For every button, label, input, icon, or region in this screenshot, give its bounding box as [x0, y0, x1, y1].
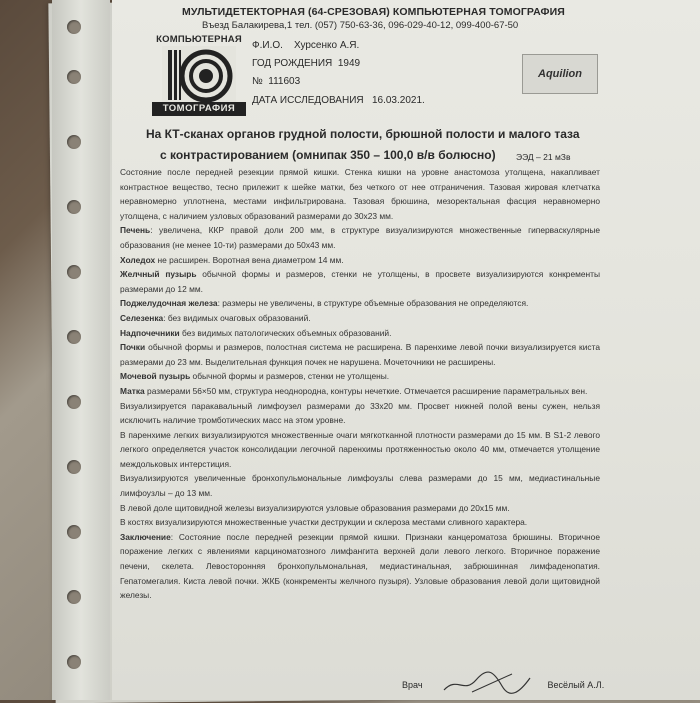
- punch-hole: [67, 265, 81, 279]
- paragraph: В костях визуализируются множественные участки деструкции и склероза местами сливного характера.: [120, 517, 528, 528]
- record-number-row: [252, 76, 300, 87]
- patient-name-row: [252, 40, 359, 51]
- record-number: 111603: [268, 76, 301, 87]
- institution-address: Въезд Балакирева,1 тел. (057) 750-63-36, 096-029-40-12, 099-400-67-50: [202, 20, 519, 31]
- report-page: [112, 0, 700, 700]
- paragraph: Матка размерами 56×50 мм, структура неоднородна, контуры нечеткие. Отмечается расширение параметральных вен.: [120, 385, 588, 396]
- paragraph: В левой доле щитовидной железы визуализируются узловые образования размерами до 20х15 мм.: [120, 502, 510, 513]
- birth-year: 1949: [337, 58, 361, 69]
- punch-hole: [67, 200, 81, 214]
- radiation-dose: ЭЭД – 21 мЗв: [516, 152, 571, 162]
- birth-year-row: [252, 58, 360, 69]
- paragraph: Холедох не расширен. Воротная вена диаметром 14 мм.: [120, 254, 344, 265]
- paragraph: Почки обычной формы и размеров, полостная система не расширена. В паренхиме левой почки визуализируется киста размерами до 23 мм. Выделительная функция почек не нарушена. Мочеточники не расширены.: [120, 342, 600, 367]
- study-date-label: ДАТА ИССЛЕДОВАНИЯ: [252, 95, 364, 106]
- clinic-logo: [152, 34, 246, 116]
- report-title-line1: На КТ-сканах органов грудной полости, брюшной полости и малого таза: [146, 127, 580, 141]
- signature-label: Врач: [402, 680, 423, 690]
- punch-hole: [67, 135, 81, 149]
- doctor-name: Весёлый А.Л.: [547, 680, 605, 690]
- paragraph: Визуализируется паракавальный лимфоузел размерами до 33х20 мм. Просвет нижней полой вены сужен, нельзя исключить наличие тромботических масс на этом уровне.: [120, 400, 600, 426]
- logo-top-text: КОМПЬЮТЕРНАЯ: [156, 34, 242, 45]
- institution-name: МУЛЬТИДЕТЕКТОРНАЯ (64-СРЕЗОВАЯ) КОМПЬЮТЕРНАЯ ТОМОГРАФИЯ: [182, 6, 565, 18]
- study-date-row: [252, 95, 425, 106]
- conclusion: Заключение: Состояние после передней резекции прямой кишки. Признаки канцероматоза брюшины. Вторичное поражение легких с явлениями карциноматозного лимфангита верхней доли левого легкого. Вторичное поражение печени, скелета. Левосторонняя бронхопульмональная, медиастинальная, забрюшинная лимфаденопатия. Гепатомегалия. Киста левой почки. ЖКБ (конкременты желчного пузыря). Узловые образования левой доли щитовидной железы.: [120, 531, 600, 601]
- record-number-label: №: [252, 76, 263, 87]
- punch-hole: [67, 525, 81, 539]
- paragraph: Мочевой пузырь обычной формы и размеров, стенки не утолщены.: [120, 371, 390, 382]
- paragraph: Поджелудочная железа: размеры не увеличены, в структуре объемные образования не определяются.: [120, 298, 529, 309]
- patient-name-label: Ф.И.О.: [252, 40, 283, 51]
- study-date: 16.03.2021.: [371, 95, 425, 106]
- punched-strip: [52, 0, 110, 700]
- paragraph: Надпочечники без видимых патологических объемных образований.: [120, 327, 392, 338]
- punch-hole: [67, 70, 81, 84]
- paragraph: Селезенка: без видимых очаговых образований.: [120, 312, 311, 323]
- punch-hole: [67, 590, 81, 604]
- paragraph: В паренхиме легких визуализируются множественные очаги мягкотканной плотности размерами до 15 мм. В S1-2 левого легкого определяется участок консолидации легочной паренхимы протяженностью около 40 мм, отмечается утолщение междольковых интерстиция.: [120, 429, 600, 469]
- paragraph: Желчный пузырь обычной формы и размеров, стенки не утолщены, в просвете визуализируются конкременты размерами до 12 мм.: [120, 269, 601, 294]
- punch-hole: [67, 20, 81, 34]
- logo-rings-icon: [162, 46, 236, 102]
- findings-body: [120, 165, 600, 603]
- patient-name: Хурсенко А.Я.: [294, 40, 360, 51]
- punch-hole: [67, 395, 81, 409]
- paragraph: Визуализируются увеличенные бронхопульмональные лимфоузлы слева размерами до 15 мм, медиастинальные лимфоузлы – до 13 мм.: [120, 473, 600, 499]
- logo-bottom-text: ТОМОГРАФИЯ: [152, 102, 246, 116]
- paragraph: Печень: увеличена, ККР правой доли 200 мм, в структуре визуализируются множественные гиперваскулярные образования (не менее 10-ти) размерами до 50х43 мм.: [120, 225, 600, 250]
- birth-year-label: ГОД РОЖДЕНИЯ: [252, 58, 333, 69]
- punch-hole: [67, 460, 81, 474]
- scanner-brand-logo: Aquilion: [522, 54, 598, 94]
- report-title-line2: с контрастированием (омнипак 350 – 100,0 в/в болюсно): [160, 148, 496, 162]
- punch-hole: [67, 330, 81, 344]
- punch-hole: [67, 655, 81, 669]
- paragraph: Состояние после передней резекции прямой кишки. Стенка кишки на уровне анастомоза утолщена, накапливает контрастное вещество, тесно прилежит к шейке матки, без четкого от нее отграничения. Тазовая жировая клетчатка неравномерно уплотнена, местами инфильтрирована. Тазовая брюшина, мезоректальная фасция неравномерно утолщена, с наличием узловых образований размерами до 30х23 мм.: [120, 167, 600, 221]
- handwritten-signature-icon: [442, 668, 532, 696]
